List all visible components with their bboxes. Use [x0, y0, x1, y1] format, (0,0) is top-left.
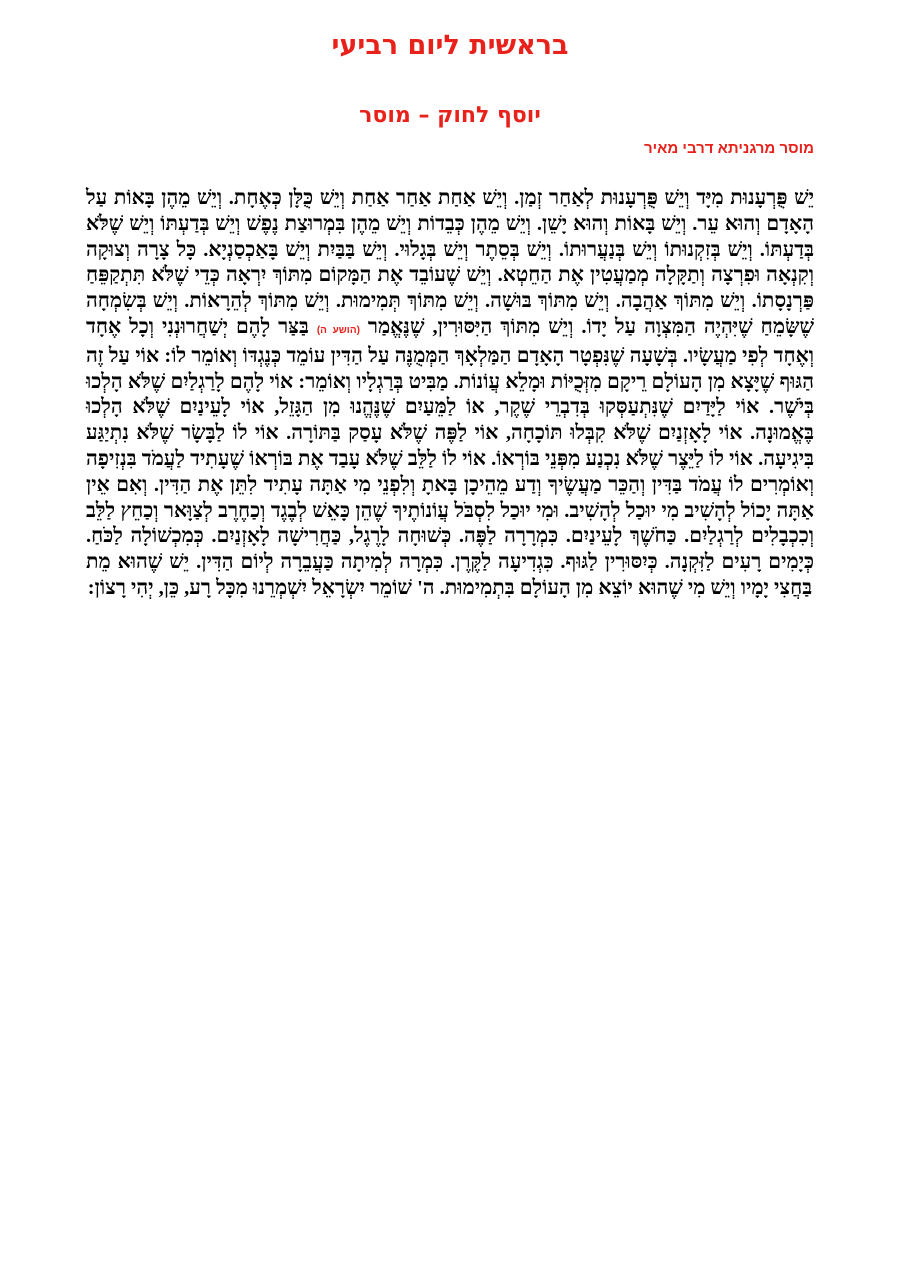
paragraph-part1: יֵשׁ פֻּרְעָנוּת מִיָּד וְיֵשׁ פֻּרְעָנוּת לְאַחַר זְמַן. וְיֵשׁ אַחַת אַחַר אַחַת וְיֵשׁ כֻּלָּן כְּאֶחָת. וְיֵשׁ מֵהֶן בָּאוֹת עַל הָאָדָם וְהוּא עֵר. וְיֵשׁ בָּאוֹת וְהוּא יָשֵׁן. וְיֵשׁ מֵהֶן כְּבֵדוֹת וְיֵשׁ מֵהֶן בִּמְרוּצַת נֶפֶשׁ וְיֵשׁ בְּדַעְתּוֹ וְיֵשׁ שֶׁלֹּא בְּדַעְתּוֹ. וְיֵשׁ בְּזִקְנוּתוֹ וְיֵשׁ בְּנַעֲרוּתוֹ. וְיֵשׁ בְּסֵתֶר וְיֵשׁ בְּגָלוּי. וְיֵשׁ בַּבַּיִת וְיֵשׁ בָּאַכְסַנְיָא. כָּל צָרָה וְצוּקָה וְקִנְאָה וּפִרְצָה וְתַקָּלָה מְמַעֲטִין אֶת הַחֵטְא. וְיֵשׁ שֶׁעוֹבֵד אֶת הַמָּקוֹם מִתּוֹךְ יִרְאָה כְּדֵי שֶׁלֹּא תִּתְקַפֵּחַ פַּרְנָסָתוֹ. וְיֵשׁ מִתּוֹךְ אַהֲבָה. וְיֵשׁ מִתּוֹךְ בּוּשָׁה. וְיֵשׁ מִתּוֹךְ תְּמִימוּת. וְיֵשׁ מִתּוֹךְ לְהֵרָאוֹת. וְיֵשׁ בְּשִׂמְחָה שֶׁשָּׂמֵחַ שֶׁיִּהְיֶה הַמִּצְוָה עַל יָדוֹ. וְיֵשׁ מִתּוֹךְ הַיִּסּוּרִין, שֶׁנֶּאֱמַר [86, 187, 814, 338]
page-title: בראשית ליום רביעי [331, 30, 569, 61]
source-attribution: מוסר מרגניתא דרבי מאיר [643, 140, 814, 157]
body-paragraph [86, 186, 814, 602]
scripture-reference: (הושע ה) [316, 324, 360, 336]
section-subtitle: יוסף לחוק – מוסר [359, 103, 541, 128]
paragraph-part2: בַּצַּר לָהֶם יְשַׁחֲרוּנְנִי וְכָל אֶחָד וְאֶחָד לְפִי מַעֲשָׂיו. בְּשָׁעָה שֶׁנִּפְטָר הָאָדָם הַמַּלְאָךְ הַמְּמֻנֶּה עַל הַדִּין עוֹמֵד כְּנֶגְדּוֹ וְאוֹמֵר לוֹ: אוֹי עַל זֶה הַגּוּף שֶׁיָּצָא מִן הָעוֹלָם רֵיקָם מִזְּכֻיּוֹת וּמָלֵא עֲוֹנוֹת. מַבִּיט בְּרַגְלָיו וְאוֹמֵר: אוֹי לָהֶם לָרַגְלַיִם שֶׁלֹּא הָלְכוּ בְּיֹשֶׁר. אוֹי לַיָּדַיִם שֶׁנִּתְעַסְּקוּ בְּדִבְרֵי שֶׁקֶר, אוֹ לַמֵּעַיִם שֶׁנֶּהֱנוּ מִן הַגָּזֵל, אוֹי לָעֵינַיִם שֶׁלֹּא הָלְכוּ בֶּאֱמוּנָה. אוֹי לָאָזְנַיִם שֶׁלֹּא קִבְּלוּ תּוֹכָחָה, אוֹי לַפֶּה שֶׁלֹּא עָסַק בַּתּוֹרָה. אוֹי לוֹ לַבָּשָׂר שֶׁלֹּא נִתְיַגַּע בִּיגִיעָה. אוֹי לוֹ לַיֵּצֶר שֶׁלֹּא נִכְנַע מִפְּנֵי בּוֹרְאוֹ. אוֹי לוֹ לַלֵּב שֶׁלֹּא עָבַד אֶת בּוֹרְאוֹ שֶׁעָתִיד לַעֲמֹד בִּנְזִיפָה וְאוֹמְרִים לוֹ עֲמֹד בַּדִּין וְהַכֵּר מַעֲשֶׂיךָ וְדַע מֵהֵיכָן בָּאתָ וְלִפְנֵי מִי אַתָּה עָתִיד לִתֵּן אֶת הַדִּין. וְאִם אֵין אַתָּה יָכוֹל לְהָשִׁיב מִי יוּכַל לְהָשִׁיב. וּמִי יוּכַל לִסְבֹּל עֲוֹנוֹתֶיךָ שֶׁהֵן כָּאֵשׁ לְבֶגֶד וְכַחֶרֶב לְצַוָּאר וְכַחֵץ לַלֵּב וְכִכְבָלִים לְרַגְלַיִם. כַּחֹשֶׁךְ לָעֵינַיִם. כִּמְרָרָה לַפֶּה. כְּשׁוּחָה לָרֶגֶל, כַּחֲרִישָׁה לָאָזְנַיִם. כְּמִכְשׁוֹלָה לַכֹּחַ. כְּיָמִים רָעִים לַזִּקְנָה. כְּיִסּוּרִין לַגּוּף. כִּגְדִיעָה לַקֶּרֶן. כִּמְרָה לְמִיתָה כַּעֲבֵרָה לְיוֹם הַדִּין. יֵשׁ שֶׁהוּא מֵת בַּחֲצִי יָמָיו וְיֵשׁ מִי שֶׁהוּא יוֹצֵא מִן הָעוֹלָם בִּתְמִימוּת. ה' שׁוֹמֵר יִשְׂרָאֵל יִשְׁמְרֵנוּ מִכָּל רָע, כֵּן, יְהִי רָצוֹן: [86, 315, 814, 599]
